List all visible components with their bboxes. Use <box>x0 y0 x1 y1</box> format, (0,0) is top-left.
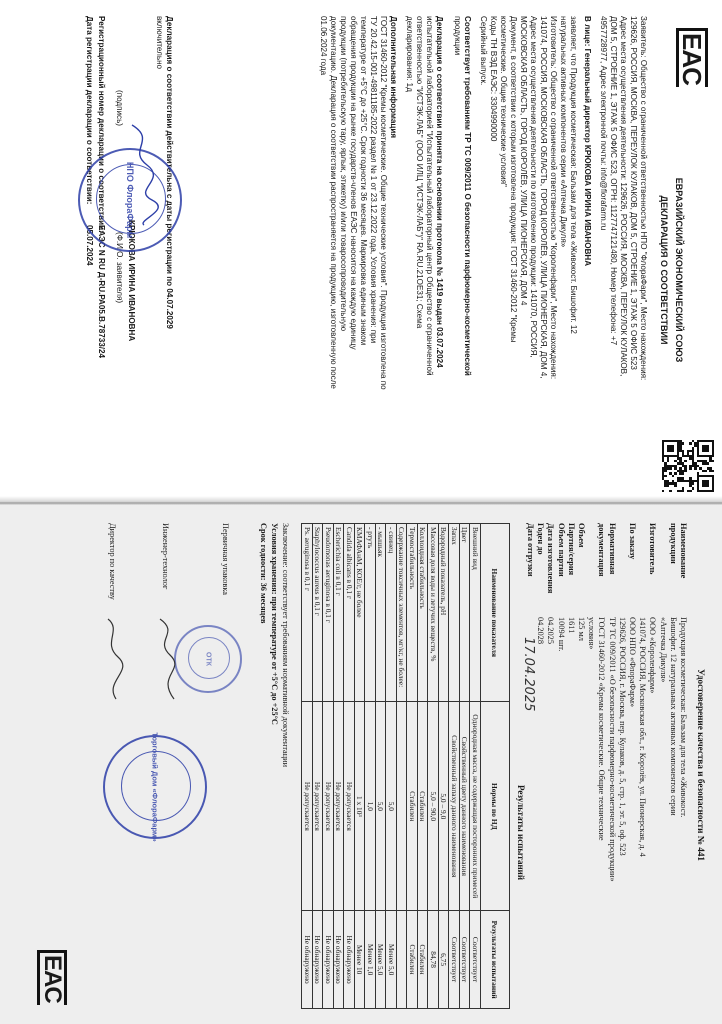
table-header: Результаты испытаний <box>481 911 510 1009</box>
field-value: 04.2028 <box>536 617 546 644</box>
table-cell: Однородная масса, не содержащая посторонних примесей <box>470 702 481 911</box>
table-cell: Не допускается <box>334 702 345 911</box>
reg-number: ЕАЭС N RU Д-RU.РА05.В.78733/24 <box>97 225 106 358</box>
table-cell: - ртуть <box>365 524 376 702</box>
table-cell: Стабилен <box>407 702 418 911</box>
table-cell: Соответствует <box>460 911 471 1009</box>
field-label: Годен до <box>536 523 546 555</box>
table-row <box>376 524 387 1009</box>
additional-info-line: ГОСТ 31460-2012 "Кремы косметические. Общие технические условия". Продукция изготовлена по <box>379 16 388 390</box>
table-cell: Запах <box>449 524 460 702</box>
table-cell: 5,0 <box>386 702 397 911</box>
field-label: продукции <box>668 523 678 564</box>
declaration-page <box>0 0 722 500</box>
table-cell: Ps. aeruginosa в 0,1 г <box>302 524 313 702</box>
basis-line: декларирования: 1д <box>405 16 414 92</box>
field-value: «Аптечка Дикуля» <box>658 617 668 683</box>
additional-info-line: температуре от +5°С до +25°С. Срок годности 36 месяцев. Маркировка единым знаком <box>359 16 368 346</box>
field-value: 1611 <box>566 617 576 634</box>
applicant-stamp: НПО ФлораФарм <box>78 148 182 252</box>
reg-date-label: Дата регистрации декларации о соответствии: <box>85 16 94 205</box>
table-cell: Менее 10 <box>355 911 366 1009</box>
additional-info-line: 01.06.2024 года <box>319 16 328 76</box>
certificate-title: Удостоверение качества и безопасности № 441 <box>696 668 706 862</box>
table-cell: Не допускается <box>344 702 355 911</box>
applicant-line: Адрес места осуществления деятельности: 129626, РОССИЯ, МОСКВА, ПЕРЕУЛОК КУЛАКОВ, <box>619 16 628 377</box>
field-label: Объем партии <box>556 523 566 577</box>
basis-line: Декларация о соответствии принята на основании протокола № 1419 выдан 03.07.2024 <box>435 16 444 368</box>
field-label: По заказу <box>628 523 637 560</box>
reg-date: 05.07.2024 <box>85 225 94 266</box>
certificate-stamp: Торговый Дом «ФлораФарм» <box>103 735 207 839</box>
basis-line: испытательной лабораторией "Испытательный лабораторный центр Общество с ограниченной <box>425 16 434 376</box>
eac-mark: EAC <box>676 28 708 87</box>
field-value: 04.2025 <box>546 617 556 644</box>
union-title: ЕВРАЗИЙСКИЙ ЭКОНОМИЧЕСКИЙ СОЮЗ <box>674 177 684 363</box>
additional-info-line: ТУ 20.42.15-001-49811185-2022 раздел № 1 от 23.12.2022 года, Условия хранения: при <box>369 16 378 344</box>
field-value: ГОСТ 31460-2012 «Кремы косметические. Общие технические <box>597 617 607 841</box>
field-value: 141074, РОССИЯ, Московская обл., г. Королёв, ул. Пионерская, д. 4 <box>638 617 648 857</box>
table-cell: Менее 5,0 <box>386 911 397 1009</box>
table-row <box>302 524 313 1009</box>
table-cell: Свойственный запаху данного наименования <box>449 702 460 911</box>
field-label: документация <box>597 523 607 577</box>
field-value: ООО НПО «ФлораФарм» <box>628 617 637 708</box>
table-row <box>355 524 366 1009</box>
table-cell: Менее 5,0 <box>376 911 387 1009</box>
additional-info-line: документацию. Декларация о соответствии распространяется на продукцию, изготовленную после <box>329 16 338 389</box>
table-row <box>470 524 481 1009</box>
table-cell: 6,75 <box>439 911 450 1009</box>
field-value: Продукция косметическая: Бальзам для тела «Живокост. <box>679 617 688 818</box>
shelf-life: Срок годности: 36 месяцев <box>259 523 268 624</box>
director-signature <box>98 615 128 705</box>
field-label: Нормативная <box>607 523 617 575</box>
statement-line: Изготовитель: Общество с ограниченной ответственностью "Короленфарм", Место нахождения: <box>549 16 558 380</box>
table-cell: - мышьяк <box>376 524 387 702</box>
otk-stamp: ОТК <box>174 625 242 693</box>
statement-line: Адрес места осуществления деятельности по изготовлению продукции: 141070, РОССИЯ, <box>529 16 538 358</box>
signature-name-caption: (Ф.И.О. заявителя) <box>115 232 124 304</box>
validity-line: включительно <box>155 16 164 70</box>
table-cell: Не обнаружено <box>313 911 324 1009</box>
results-table <box>302 523 511 1009</box>
table-row <box>397 524 408 1009</box>
applicant-line: 129626, РОССИЯ, МОСКВА, ПЕРЕУЛОК КУЛАКОВ, ДОМ 5, СТРОЕНИЕ 1, ЭТАЖ 5 ОФИС 523 <box>629 16 638 370</box>
statement-line: МОСКОВСКАЯ ОБЛАСТЬ, ГОРОД КОРОЛЁВ, УЛИЦА ПИОНЕРСКАЯ, ДОМ 4 <box>519 16 528 306</box>
field-label: Дата изготовления <box>546 523 556 594</box>
table-cell: Не обнаружено <box>334 911 345 1009</box>
field-label: Объем <box>577 523 586 548</box>
statement-line: Документ, в соответствии с которым изготовлена продукция: ГОСТ 31460-2012 "Кремы <box>509 16 518 343</box>
director-label: Директор по качеству <box>108 523 117 600</box>
table-cell: Термостабильность <box>407 524 418 702</box>
storage-conditions: Условия хранения: при температуре от +5°С до +25°С <box>270 523 279 725</box>
table-row <box>407 524 418 1009</box>
conformity-line: Соответствует требованиям ТР ТС 009/2011 О безопасности парфюмерно-косметической <box>463 16 472 376</box>
person-line: В лице: Генеральный директор КРЮКОВА ИРИНА ИВАНОВНА <box>583 16 592 267</box>
engineer-signature <box>152 615 182 705</box>
additional-info-line: Дополнительная информация <box>389 16 398 139</box>
statement-line: Коды ТН ВЭД ЕАЭС: 3304990000 <box>489 16 498 142</box>
table-row <box>439 524 450 1009</box>
table-cell: Staphylococcus aureus в 0,1 г <box>313 524 324 702</box>
table-cell: Стабилен <box>418 911 429 1009</box>
table-cell: Не обнаружено <box>302 911 313 1009</box>
statement-line: заявляет, что Продукция косметическая: Бальзам для тела «Живокост. Бишофит. 12 <box>569 16 578 334</box>
field-value: ООО «Короленфарм» <box>648 617 658 694</box>
additional-info-line: обращения продукции на рынке государств-членов ЕАЭС наносится на каждую единицу <box>349 16 358 350</box>
table-cell: Не обнаружено <box>344 911 355 1009</box>
table-cell: - свинец <box>386 524 397 702</box>
table-row <box>344 524 355 1009</box>
packing-label: Первичная упаковка <box>221 523 230 595</box>
qr-code <box>662 440 714 492</box>
table-cell: Массовая доля воды и летучих веществ, % <box>428 524 439 702</box>
statement-line: Серийный выпуск. <box>479 16 488 86</box>
field-value: ТР ТС 009/2011 «О безопасности парфюмерно-косметической продукции» <box>607 617 617 882</box>
table-cell: 1 х 10³ <box>355 702 366 911</box>
field-value: 10094 шт. <box>556 617 566 652</box>
applicant-line: 4957728977, Адрес электронной почты: info@florafarm.ru <box>599 16 608 231</box>
statement-line: 141074, РОССИЯ, МОСКОВСКАЯ ОБЛАСТЬ, ГОРОД КОРОЛЁВ, УЛИЦА ПИОНЕРСКАЯ, ДОМ 4, <box>539 16 548 379</box>
field-value: Бишофит. 12 натуральных активных компонентов серии <box>668 617 678 816</box>
table-row <box>428 524 439 1009</box>
engineer-label: Инженер-технолог <box>161 523 170 590</box>
table-row <box>365 524 376 1009</box>
table-row <box>449 524 460 1009</box>
table-cell: 5,0 – 9,0 <box>439 702 450 911</box>
conformity-line: продукции <box>453 16 462 56</box>
table-cell: Соответствует <box>470 911 481 1009</box>
field-label: Наименование <box>679 523 688 579</box>
field-value: 125 мл <box>577 617 586 641</box>
table-cell: Не допускается <box>323 702 334 911</box>
table-cell: Стабилен <box>407 911 418 1009</box>
table-cell <box>397 911 408 1009</box>
table-cell: Не обнаружено <box>323 911 334 1009</box>
certificate-eac-mark: EAC <box>37 950 67 1005</box>
table-cell: Не допускается <box>313 702 324 911</box>
table-cell: Коллоидная стабильность <box>418 524 429 702</box>
table-cell: Стабилен <box>418 702 429 911</box>
additional-info-line: продукции (потребительскую тару, ярлык, этикетку) и/или товаросопроводительную <box>339 16 348 332</box>
signature-name: КРЮКОВА ИРИНА ИВАНОВНА <box>127 220 136 342</box>
statement-line: косметические. Общие технические условия" <box>499 16 508 187</box>
table-row <box>460 524 471 1009</box>
certificate-page <box>0 505 722 1024</box>
table-cell: Менее 1,0 <box>365 911 376 1009</box>
applicant-line: Заявитель: Общество с ограниченной ответственностью НПО "ФлораФарм", Место нахождения: <box>639 16 648 381</box>
table-cell: Свойственный цвету данного наименования <box>460 702 471 911</box>
table-cell: Водородный показатель, pH <box>439 524 450 702</box>
table-row <box>313 524 324 1009</box>
field-label: Партия/серия <box>566 523 576 576</box>
table-cell: Escherichia coli в 0,1 г <box>334 524 345 702</box>
reg-number-label: Регистрационный номер декларации о соответствии: <box>97 16 106 233</box>
table-cell: 1,0 <box>365 702 376 911</box>
basis-line: ответственностью "ИСТЭК-ЛАБ" (ООО ИЛЦ "ИСТЭК-ЛАБ")" RA.RU.21ОЕ31; Схема <box>415 16 424 329</box>
table-cell: Цвет <box>460 524 471 702</box>
table-cell: Соответствует <box>449 911 460 1009</box>
field-value: 129626, РОССИЯ, г. Москва, пер. Кулаков, д. 5, стр. 1, эт. 5, оф. 523 <box>617 617 627 856</box>
table-header: Наименование показателя <box>481 524 510 702</box>
conclusion: Заключение: соответствует требованиям нормативной документации <box>281 523 290 768</box>
applicant-line: ДОМ 5, СТРОЕНИЕ 1, ЭТАЖ 5 ОФИС 523, ОГРН: 1127747121480, Номер телефона: +7 <box>609 16 618 346</box>
table-cell: Содержание токсичных элементов, мг/кг, не более: <box>397 524 408 702</box>
table-cell: Candida albicans в 0,1 г <box>344 524 355 702</box>
declaration-title: ДЕКЛАРАЦИЯ О СООТВЕТСТВИИ <box>659 195 669 345</box>
field-value: условия» <box>587 617 597 650</box>
statement-line: натуральных активных компонентов серии «Аптечка Дикуля» <box>559 16 568 248</box>
validity-line: Декларация о соответствии действительна с даты регистрации по 04.07.2029 <box>165 16 174 329</box>
table-cell: 5,0 – 90,0 <box>428 702 439 911</box>
table-header: Нормы по НД <box>481 702 510 911</box>
signature-caption: (подпись) <box>115 90 124 126</box>
table-cell: Pseudomonas aeruginosa в 0,1 г <box>323 524 334 702</box>
table-cell: Не допускается <box>302 702 313 911</box>
field-label: Изготовитель <box>648 523 658 575</box>
table-cell: 84,78 <box>428 911 439 1009</box>
results-title: Результаты испытаний <box>516 785 526 881</box>
table-cell: Внешний вид <box>470 524 481 702</box>
table-row <box>418 524 429 1009</box>
table-row <box>386 524 397 1009</box>
shipping-date-handwritten: 17.04.2025 <box>521 637 536 712</box>
table-cell: 5,0 <box>376 702 387 911</box>
table-row <box>323 524 334 1009</box>
table-cell <box>397 702 408 911</box>
table-row <box>334 524 345 1009</box>
table-cell: КМАФАнМ, КОЕ/г, не более <box>355 524 366 702</box>
field-label: Дата отгрузки <box>526 523 535 577</box>
